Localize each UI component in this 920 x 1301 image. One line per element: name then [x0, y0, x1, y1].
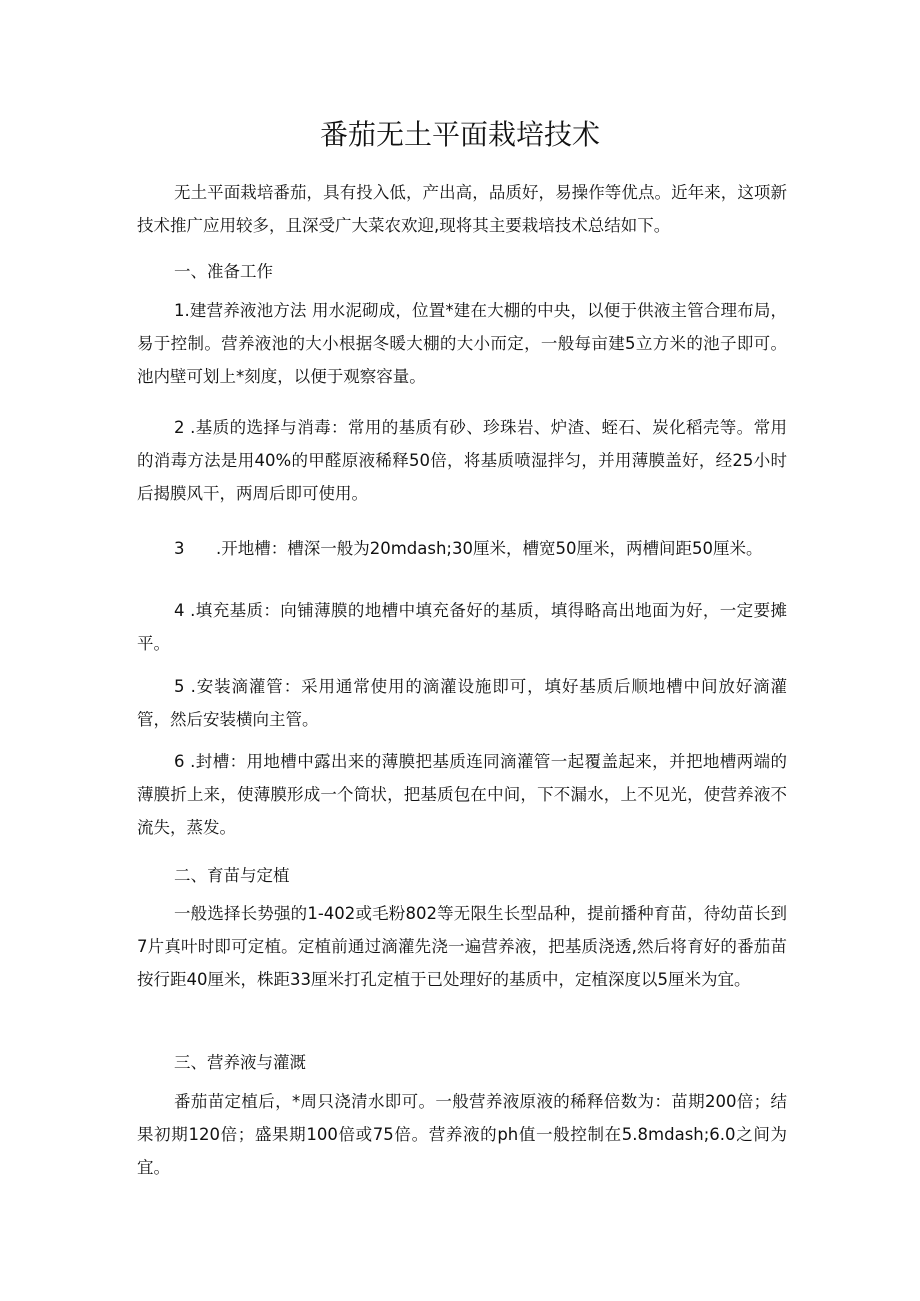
- prep-item-5: 5 .安装滴灌管：采用通常使用的滴灌设施即可，填好基质后顺地槽中间放好滴灌管，然后安装横向主管。: [137, 677, 787, 729]
- document-title: 番茄无土平面栽培技术: [319, 118, 600, 151]
- prep-item-3: 3 .开地槽：槽深一般为20mdash;30厘米，槽宽50厘米，两槽间距50厘米。: [174, 539, 763, 558]
- prep-item-1: 1.建营养液池方法 用水泥砌成，位置*建在大棚的中央，以便于供液主管合理布局，易于控制。营养液池的大小根据冬暖大棚的大小而定，一般每亩建5立方米的池子即可。池内壁可划上*刻度，以便于观察容量。: [137, 301, 787, 386]
- intro-paragraph: 无土平面栽培番茄，具有投入低，产出高，品质好，易操作等优点。近年来，这项新技术推广应用较多，且深受广大菜农欢迎,现将其主要栽培技术总结如下。: [137, 183, 787, 235]
- seedling-paragraph: 一般选择长势强的1-402或毛粉802等无限生长型品种，提前播种育苗，待幼苗长到7片真叶时即可定植。定植前通过滴灌先浇一遍营养液，把基质浇透,然后将育好的番茄苗按行距40厘米，株距33厘米打孔定植于已处理好的基质中，定植深度以5厘米为宜。: [137, 904, 787, 989]
- nutrient-paragraph: 番茄苗定植后，*周只浇清水即可。一般营养液原液的稀释倍数为：苗期200倍；结果初期120倍；盛果期100倍或75倍。营养液的ph值一般控制在5.8mdash;6.0之间为宜。: [137, 1092, 787, 1177]
- prep-item-4: 4 .填充基质：向铺薄膜的地槽中填充备好的基质，填得略高出地面为好，一定要摊平。: [137, 601, 787, 653]
- section-heading-nutrient: 三、营养液与灌溉: [174, 1053, 306, 1072]
- prep-item-6: 6 .封槽：用地槽中露出来的薄膜把基质连同滴灌管一起覆盖起来，并把地槽两端的薄膜折上来，使薄膜形成一个筒状，把基质包在中间，下不漏水，上不见光，使营养液不流失，蒸发。: [137, 752, 787, 837]
- prep-item-2: 2 .基质的选择与消毒：常用的基质有砂、珍珠岩、炉渣、蛭石、炭化稻壳等。常用的消毒方法是用40%的甲醛原液稀释50倍，将基质喷湿拌匀，并用薄膜盖好，经25小时后揭膜风干，两周后即可使用。: [137, 418, 787, 503]
- section-heading-seedling: 二、育苗与定植: [174, 866, 290, 885]
- section-heading-preparation: 一、准备工作: [174, 262, 273, 281]
